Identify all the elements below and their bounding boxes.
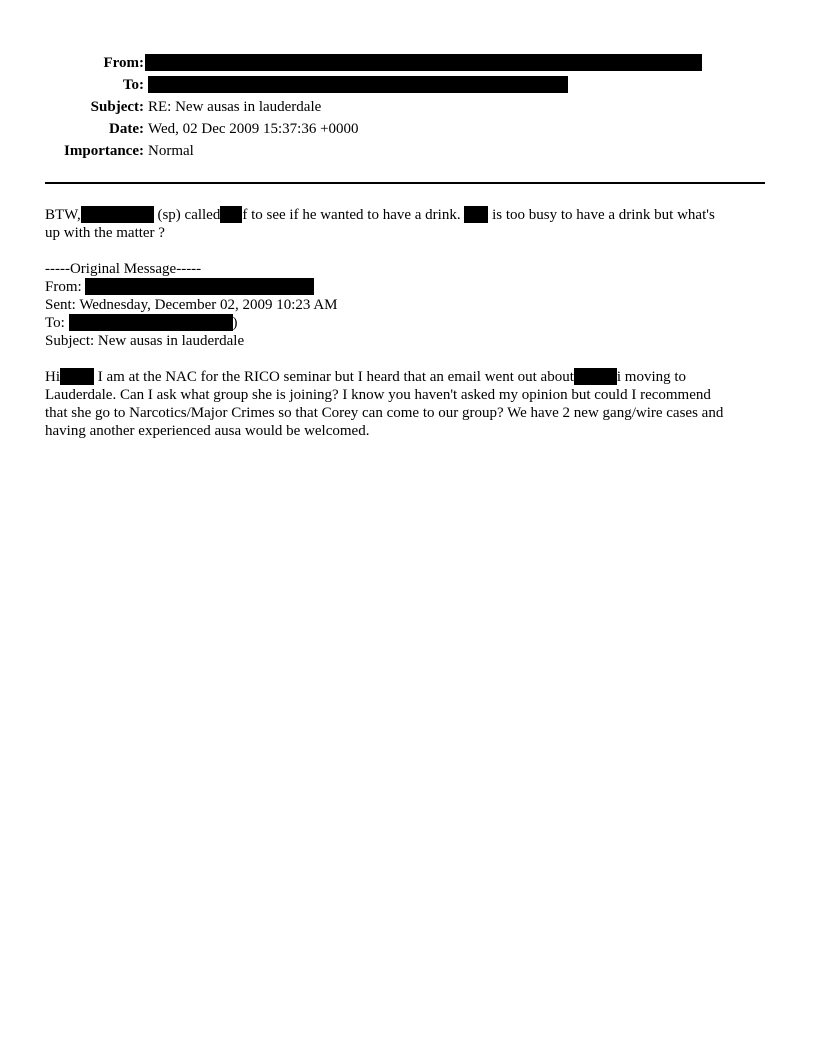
to-label: To: xyxy=(122,77,144,93)
from-label: From: xyxy=(103,55,144,71)
date-value: Wed, 02 Dec 2009 15:37:36 +0000 xyxy=(148,121,359,137)
subject-value: RE: New ausas in lauderdale xyxy=(148,99,322,115)
redaction-block xyxy=(148,76,568,93)
body-text: I am at the NAC for the RICO seminar but I heard that an email went out about xyxy=(94,369,574,385)
original-divider: -----Original Message----- xyxy=(45,261,202,277)
redaction-block xyxy=(85,278,314,295)
redaction-block xyxy=(69,314,233,331)
redaction-block xyxy=(60,368,94,385)
subject-label: Subject: xyxy=(90,99,144,115)
date-label: Date: xyxy=(109,121,144,137)
importance-label: Importance: xyxy=(64,143,144,159)
header-to-row xyxy=(0,76,816,96)
original-from-line xyxy=(45,278,775,296)
redaction-block xyxy=(464,206,488,223)
reply-text: is too busy to have a drink but what's xyxy=(488,207,715,223)
header-date-row xyxy=(0,120,816,140)
original-to-label: To: xyxy=(45,315,69,331)
body-text: Hi xyxy=(45,369,60,385)
reply-text: f to see if he wanted to have a drink. xyxy=(242,207,465,223)
original-from-label: From: xyxy=(45,279,86,295)
header-from-row xyxy=(0,54,816,74)
reply-line-1 xyxy=(45,206,775,224)
header-importance-row xyxy=(0,142,816,162)
reply-text: BTW, xyxy=(45,207,81,223)
reply-text: (sp) called xyxy=(153,207,221,223)
original-sent-line: Sent: Wednesday, December 02, 2009 10:23 AM xyxy=(45,297,338,313)
original-message-header xyxy=(45,260,775,350)
body-line-2: Lauderdale. Can I ask what group she is joining? I know you haven't asked my opinion but could I recommend xyxy=(45,387,711,403)
header-divider xyxy=(45,182,765,184)
original-to-suffix: ) xyxy=(232,315,238,331)
body-line-1 xyxy=(45,368,775,386)
importance-value: Normal xyxy=(148,143,194,159)
original-to-line xyxy=(45,314,775,332)
reply-line-2: up with the matter ? xyxy=(45,225,165,241)
header-subject-row xyxy=(0,98,816,118)
original-message-body xyxy=(45,368,775,440)
original-subject-line: Subject: New ausas in lauderdale xyxy=(45,333,245,349)
body-line-4: having another experienced ausa would be welcomed. xyxy=(45,423,370,439)
body-text: i moving to xyxy=(616,369,687,385)
redaction-block xyxy=(220,206,242,223)
redaction-block xyxy=(81,206,154,223)
reply-paragraph xyxy=(45,206,775,242)
body-line-3: that she go to Narcotics/Major Crimes so that Corey can come to our group? We have 2 new gang/wire cases and xyxy=(45,405,724,421)
redaction-block xyxy=(145,54,702,71)
redaction-block xyxy=(574,368,617,385)
